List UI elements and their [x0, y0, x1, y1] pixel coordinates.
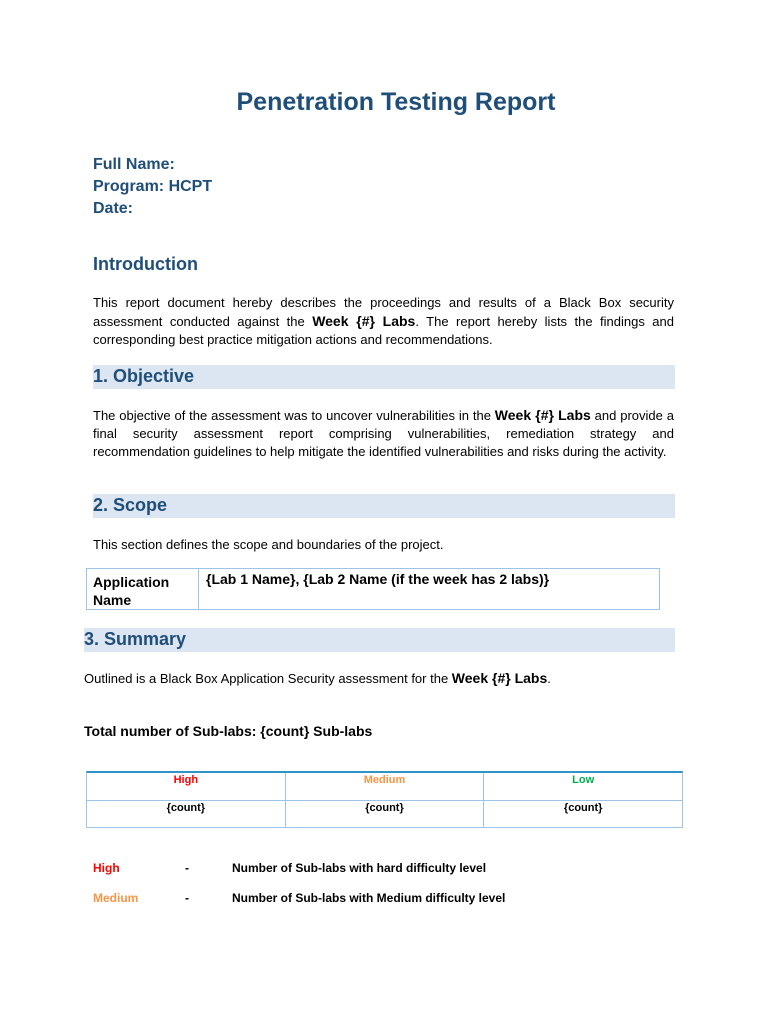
full-name-label: Full Name:: [93, 156, 175, 173]
scope-heading-band: [93, 494, 675, 518]
legend-dash: -: [185, 861, 189, 875]
date-label: Date:: [93, 200, 134, 217]
application-name-value: {Lab 1 Name}, {Lab 2 Name (if the week has 2 labs)}: [206, 571, 550, 587]
legend-level: High: [93, 861, 120, 875]
application-name-label: Application Name: [87, 569, 199, 609]
program-label: Program: HCPT: [93, 178, 213, 195]
scope-heading: 2. Scope: [93, 495, 168, 515]
summary-heading-band: [84, 628, 675, 652]
legend-description: Number of Sub-labs with Medium difficulty level: [232, 891, 506, 905]
high-count: {count}: [166, 802, 206, 814]
scope-table: [86, 568, 660, 610]
legend-description: Number of Sub-labs with hard difficulty level: [232, 861, 487, 875]
difficulty-table: [86, 771, 683, 828]
report-meta: [93, 154, 212, 220]
scope-paragraph: This section defines the scope and boundaries of the project.: [93, 537, 444, 552]
objective-heading: 1. Objective: [93, 366, 195, 386]
low-header: Low: [483, 773, 682, 800]
medium-count: {count}: [285, 801, 484, 828]
legend-dash: -: [185, 891, 189, 905]
objective-heading-band: [93, 365, 675, 389]
difficulty-count-row: [87, 800, 682, 828]
legend-level: Medium: [93, 891, 139, 905]
introduction-paragraph: This report document hereby describes the proceedings and results of a Black Box security assessment conducted against the Week {#} Labs. The report hereby lists the findings and corresponding best practice mitigation actions and recommendations.: [93, 295, 674, 347]
introduction-heading: Introduction: [93, 254, 198, 274]
medium-header: Medium: [285, 773, 484, 800]
objective-paragraph: The objective of the assessment was to uncover vulnerabilities in the Week {#} Labs and provide a final security assessment report comprising vulnerabilities, remediation strategy and recommendation guidelines to help mitigate the identified vulnerabilities and risks during the activity.: [93, 407, 674, 459]
low-count: {count}: [483, 801, 682, 828]
page-title: Penetration Testing Report: [236, 88, 556, 116]
total-sublabs: Total number of Sub-labs: {count} Sub-labs: [84, 723, 373, 739]
summary-paragraph: Outlined is a Black Box Application Security assessment for the Week {#} Labs.: [84, 670, 551, 686]
summary-heading: 3. Summary: [84, 629, 187, 649]
high-header: High: [173, 774, 199, 786]
difficulty-header-row: [87, 773, 682, 800]
